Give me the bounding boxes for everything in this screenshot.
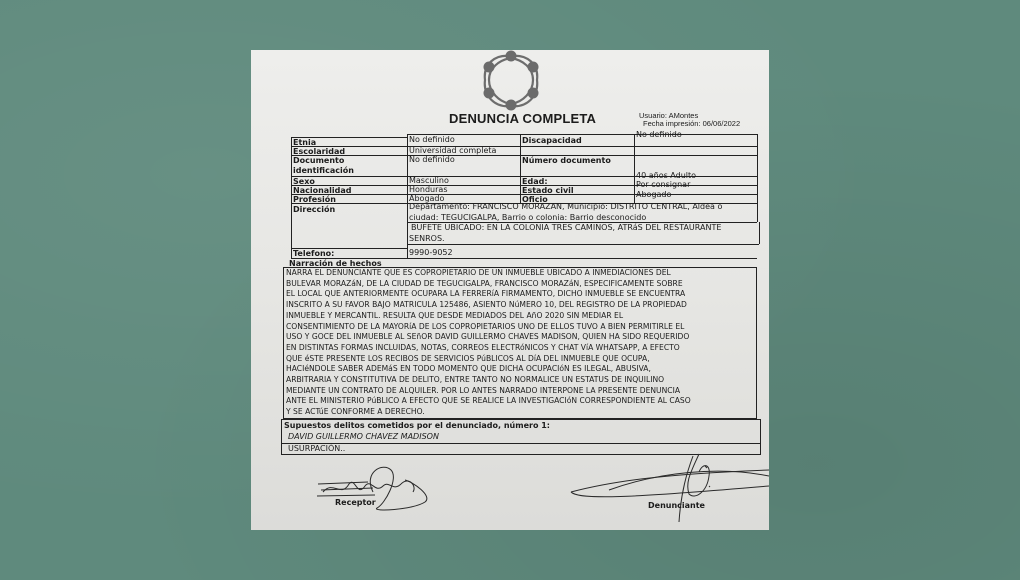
narracion-line: INMUEBLE Y MERCANTIL. RESULTA QUE DESDE MEDIADOS DEL AñO 2020 SIN MEDIAR EL [286,310,624,320]
print-date: Fecha impresión: 06/06/2022 [643,119,741,128]
nacionalidad-label: Nacionalidad [293,186,352,195]
direccion-line-2: ciudad: TEGUCIGALPA, Barrio o colonia: Barrio desconocido [409,213,647,222]
narracion-line: QUE éSTE PRESENTE LOS RECIBOS DE SERVICIOS PúBLICOS AL DíA DEL INMUEBLE QUE OCUPA, [286,353,650,363]
document-title: DENUNCIA COMPLETA [449,111,597,126]
delito-crime: USURPACIÓN.. [288,444,346,453]
profesion-value: Abogado [409,194,445,203]
numero-documento-label: Número documento [522,156,611,165]
documento-label: Documento [293,156,345,165]
delitos-title: Supuestos delitos cometidos por el denunciado, número 1: [284,421,550,430]
escolaridad-value: Universidad completa [409,146,497,155]
user-label: Usuario: AMontes [639,111,699,120]
organization-logo-icon [477,50,545,112]
direccion-line-1: Departamento: FRANCISCO MORAZAN, Municipio: DISTRITO CENTRAL, Aldea o [409,202,723,211]
narracion-line: EL LOCAL QUE ANTERIORMENTE OCUPARA LA FERRERíA FIRMAMENTO, DICHO INMUEBLE SE ENCUENTRA [286,289,686,299]
narracion-text [283,267,757,419]
oficio-value: Abogado [636,190,672,199]
direccion-detalle-1: BUFETE UBICADO: EN LA COLONIA TRES CAMINOS, ATRáS DEL RESTAURANTE [411,223,722,232]
direccion-label: Dirección [293,205,336,214]
delitos-section [281,419,761,455]
direccion-detalle-2: SENROS. [409,234,445,243]
estado-civil-value: Por consignar [636,180,691,189]
narracion-line: Y SE ACTúE CONFORME A DERECHO. [286,407,425,417]
telefono-label: Telefono: [293,249,335,258]
edad-value: 40 años Adulto [636,171,697,180]
complaint-document [251,50,769,530]
sexo-label: Sexo [293,177,315,186]
narracion-line: CONSENTIMIENTO DE LA MAYORíA DE LOS COPROPIETARIOS UNO DE ELLOS TUVO A BIEN PERMITIRLE EL [286,321,685,331]
nacionalidad-value: Honduras [409,185,448,194]
narracion-line: NARRA EL DENUNCIANTE QUE ES COPROPIETARIO DE UN INMUEBLE UBICADO A INMEDIACIONES DEL [286,268,671,277]
denunciado-name: DAVID GUILLERMO CHAVEZ MADISON [288,432,439,441]
estado-civil-label: Estado civil [522,186,574,195]
narracion-line: MEDIANTE UN CONTRATO DE ALQUILER. POR LO ANTES NARRADO INTERPONE LA PRESENTE DENUNCIA [286,385,681,395]
edad-label: Edad: [522,177,548,186]
narracion-line: HACIéNDOLE SABER ADEMáS EN TODO MOMENTO QUE DICHA OCUPACIóN ES ILEGAL, ABUSIVA, [286,364,651,374]
sexo-value: Masculino [409,176,449,185]
narracion-line: ANTE EL MINISTERIO PúBLICO A EFECTO QUE SE REALICE LA INVESTIGACIóN CORRESPONDIENTE AL CASO [286,396,691,406]
discapacidad-value: No definido [636,130,682,139]
discapacidad-label: Discapacidad [522,136,582,145]
denunciante-signature-icon [569,452,769,522]
narracion-line: BULEVAR MORAZáN, DE LA CIUDAD DE TEGUCIGALPA, FRANCISCO MORAZáN, ESPECIFICAMENTE SOBRE [286,278,683,288]
etnia-value: No definido [409,135,455,144]
escolaridad-label: Escolaridad [293,147,346,156]
narracion-line: USO Y GOCE DEL INMUEBLE AL SEñOR DAVID GUILLERMO CHAVES MADISON, QUIEN HA SIDO REQUERIDO [286,332,690,342]
print-meta [639,112,740,128]
receptor-label: Receptor [335,498,376,507]
identificacion-label: identificación [293,166,354,175]
profesion-label: Profesión [293,195,336,204]
narracion-line: INSCRITO A SU FAVOR BAJO MATRICULA 125486, ASIENTO NúMERO 10, DEL REGISTRO DE LA PROPIEDAD [286,300,687,310]
narracion-line: ARBITRARIA Y CONSTITUTIVA DE DELITO, ENTRE TANTO NO NORMALICE UN ESTATUS DE INQUILINO [286,375,665,385]
personal-data-table [291,130,756,260]
receptor-signature-icon [313,462,443,512]
oficio-label: Oficio [522,195,548,204]
etnia-label: Etnia [293,138,317,147]
narracion-title: Narración de hechos [289,259,382,268]
denunciante-label: Denunciante [648,501,705,510]
narracion-line: EN DISTINTAS FORMAS INCLUIDAS, NOTAS, CORREOS ELECTRóNICOS Y CHAT VíA WHATSAPP, A EFECTO [286,342,680,352]
documento-value: No definido [409,155,455,164]
telefono-value: 9990-9052 [409,248,453,257]
